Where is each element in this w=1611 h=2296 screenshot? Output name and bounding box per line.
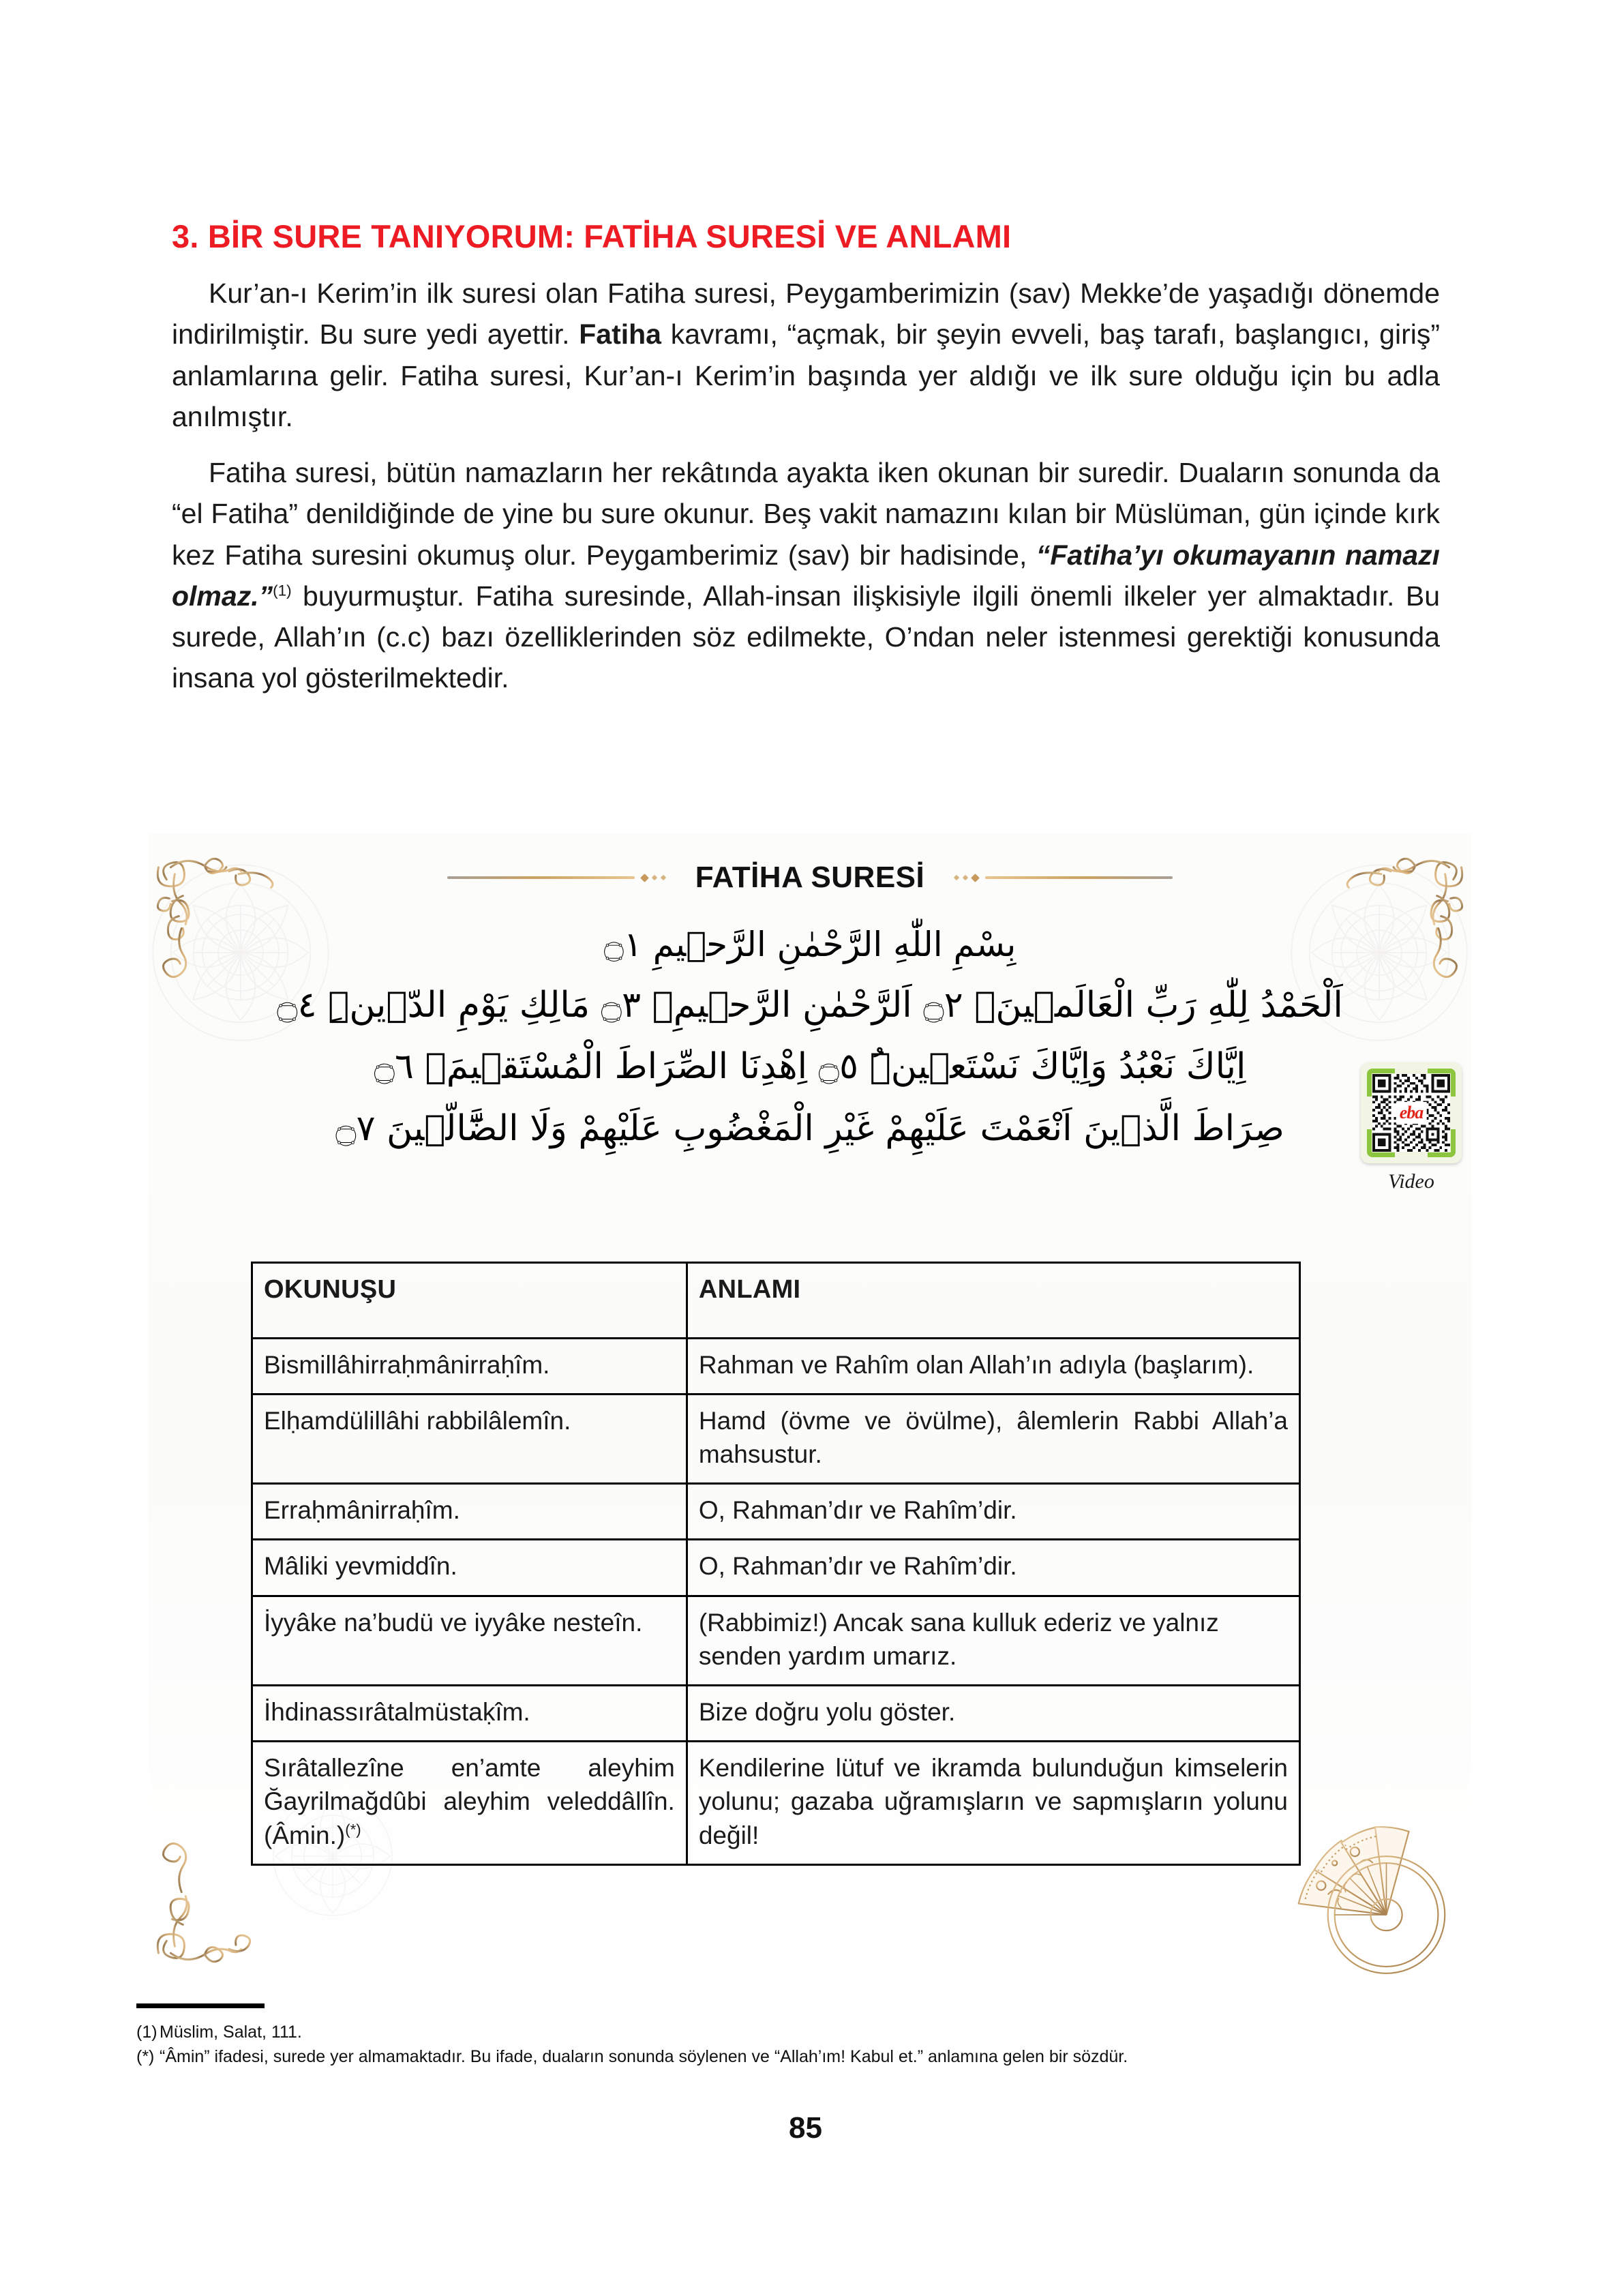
hadith-quote: “Fatiha’yı okumayanın namazı olmaz.” <box>172 539 1440 612</box>
page-title: 3. BİR SURE TANIYORUM: FATİHA SURESİ VE ANLAMI <box>172 218 1012 254</box>
footnotes <box>136 2003 1452 2069</box>
footnote-divider <box>136 2003 265 2008</box>
table-row <box>252 1685 1300 1741</box>
diamond-dots-right <box>948 875 985 881</box>
gold-rule-left <box>447 873 672 882</box>
table-row <box>252 1596 1300 1685</box>
cell-okunusu: İyyâke na’budü ve iyyâke nesteîn. <box>252 1596 687 1685</box>
cell-anlami: Bize doğru yolu göster. <box>687 1685 1299 1741</box>
cell-anlami: (Rabbimiz!) Ancak sana kulluk ederiz ve yalnız senden yardım umarız. <box>687 1596 1299 1685</box>
footnote-1 <box>136 2021 1452 2045</box>
footnote-star <box>136 2045 1452 2070</box>
table-row <box>252 1484 1300 1540</box>
sure-title: FATİHA SURESİ <box>695 861 925 894</box>
paragraph-2-part-a: Fatiha suresi, bütün namazların her rekâtında ayakta iken okunan bir suredir. Duaların sonunda da “el Fatiha” denildiğinde de yine bu sure okunur. Beş vakit namazını kılan bir Müslüman, gün içinde kırk kez Fatiha suresini okumuş olur. Peygamberimiz (sav) bir hadisinde, <box>172 457 1440 571</box>
cell-okunusu: İhdinassırâtalmüstaḳîm. <box>252 1685 687 1741</box>
ayet-line-4: صِرَاطَ الَّذ۪ينَ اَنْعَمْتَ عَلَيْهِمْ غَيْرِ الْمَغْضُوبِ عَلَيْهِمْ وَلَا الضَّٓالّ۪ينَ ۝٧ <box>335 1107 1284 1149</box>
footnote-1-text: Müslim, Salat, 111. <box>160 2023 302 2042</box>
table-row <box>252 1742 1300 1865</box>
eba-logo: eba <box>1396 1102 1427 1124</box>
ayet-line-3: اِيَّاكَ نَعْبُدُ وَاِيَّاكَ نَسْتَع۪ينُۜ ۝٥ اِهْدِنَا الصِّرَاطَ الْمُسْتَق۪يمَۙ ۝٦ <box>374 1046 1246 1088</box>
ayet-line-1: بِسْمِ اللّٰهِ الرَّحْمٰنِ الرَّح۪يمِ ۝١ <box>603 925 1017 964</box>
gold-rule-right <box>948 873 1173 882</box>
table-header-row <box>252 1263 1300 1339</box>
paragraph-2-part-b: buyurmuştur. Fatiha suresinde, Allah-insan ilişkisiyle ilgili önemli ilkeler yer almaktadır. Bu surede, Allah’ın (c.c) bazı özelliklerinden söz edilmekte, O’ndan neler istenmesi gerektiği konusunda insana yol gösterilmektedir. <box>172 580 1440 694</box>
cell-okunusu: Elḥamdülillâhi rabbilâlemîn. <box>252 1394 687 1483</box>
video-qr-block[interactable] <box>1361 1062 1462 1193</box>
qr-code[interactable] <box>1361 1062 1462 1163</box>
cell-anlami: Rahman ve Rahîm olan Allah’ın adıyla (başlarım). <box>687 1338 1299 1394</box>
paragraph-1 <box>172 273 1440 437</box>
footnote-star-mark: (*) <box>136 2046 155 2066</box>
cell-okunusu <box>252 1742 687 1865</box>
paragraph-1-bold-term: Fatiha <box>579 318 661 351</box>
fatiha-reading-meaning-table <box>251 1262 1301 1866</box>
video-label: Video <box>1388 1170 1434 1193</box>
cell-anlami: O, Rahman’dır ve Rahîm’dir. <box>687 1484 1299 1540</box>
cell-anlami: Hamd (övme ve övülme), âlemlerin Rabbi Allah’a mahsustur. <box>687 1394 1299 1483</box>
column-header-anlami: ANLAMI <box>687 1263 1299 1339</box>
footnote-1-mark: (1) <box>136 2023 157 2042</box>
footnote-star-text: “Âmin” ifadesi, surede yer almamaktadır. Bu ifade, duaların sonunda söylenen ve “Allah’ım! Kabul et.” anlamına gelen bir sözdür. <box>160 2046 1128 2066</box>
footnote-ref-star: (*) <box>345 1821 361 1838</box>
ayet-line-2: اَلْحَمْدُ لِلّٰهِ رَبِّ الْعَالَم۪ينَۙ ۝٢ اَلرَّحْمٰنِ الرَّح۪يمِۙ ۝٣ مَالِكِ يَوْمِ الدّ۪ينِۜ ۝٤ <box>277 985 1343 1026</box>
cell-anlami: Kendilerine lütuf ve ikramda bulunduğun kimselerin yolunu; gazaba uğramışların ve sapmışların yolunu değil! <box>687 1742 1299 1865</box>
table-row <box>252 1394 1300 1483</box>
paragraph-2 <box>172 452 1440 699</box>
footnote-ref-1: (1) <box>273 582 292 599</box>
table-row <box>252 1338 1300 1394</box>
cell-okunusu: Erraḥmânirraḥîm. <box>252 1484 687 1540</box>
cell-okunusu: Mâliki yevmiddîn. <box>252 1540 687 1596</box>
paragraph-1-part-a: Kur’an-ı Kerim’in ilk suresi olan Fatiha suresi, Peygamberimizin (sav) Mekke’de yaşadığı dönemde indirilmiştir. Bu sure yedi ayettir. <box>172 278 1440 351</box>
article-content <box>172 218 1440 699</box>
column-header-okunusu: OKUNUŞU <box>252 1263 687 1339</box>
page-number: 85 <box>789 2111 822 2145</box>
cell-okunusu: Bismillâhirraḥmânirraḥîm. <box>252 1338 687 1394</box>
table-row <box>252 1540 1300 1596</box>
cell-okunusu-text: Sırâtallezîne en’amte aleyhim Ğayrilmağdûbi aleyhim veleddâllîn. (Âmin.) <box>264 1754 675 1849</box>
cell-anlami: O, Rahman’dır ve Rahîm’dir. <box>687 1540 1299 1596</box>
sure-header <box>149 861 1471 895</box>
diamond-dots-left <box>635 875 672 881</box>
paragraph-1-part-b: kavramı, “açmak, bir şeyin evveli, baş tarafı, başlangıcı, giriş” anlamlarına gelir. Fatiha suresi, Kur’an-ı Kerim’in başında yer aldığı ve ilk sure olduğu için bu adla anılmıştır. <box>172 318 1440 432</box>
arabic-verses <box>190 915 1430 1159</box>
